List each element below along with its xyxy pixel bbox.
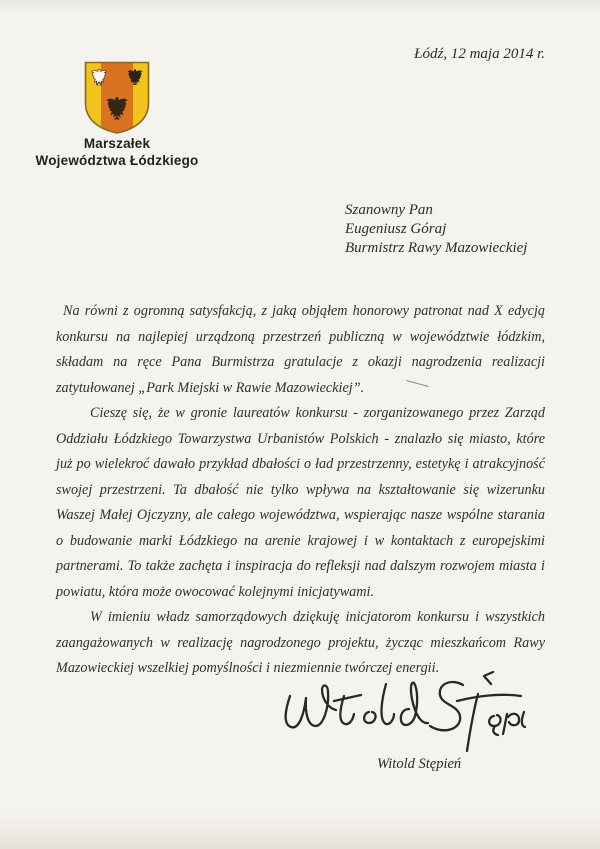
sender-title (16, 135, 218, 169)
handwritten-signature (281, 669, 533, 765)
typed-signature: Witold Stępień (377, 756, 462, 772)
paragraph-1: Na równi z ogromną satysfakcją, z jaką objąłem honorowy patronat nad X edycją konkursu na najlepiej urządzoną przestrzeń publiczną w województwie łódzkim, składam na ręce Pana Burmistrza gratulacje z okazji nagrodzenia realizacji zatytułowanej „Park Miejski w Rawie Mazowieckiej”. (56, 303, 545, 396)
paragraph-3: W imieniu władz samorządowych dziękuję inicjatorom konkursu i wszystkich zaangażowanych w realizację nagrodzonego projektu, życząc mieszkańcom Rawy Mazowieckiej wszelkiej pomyślności i niezmiennie twórczej energii. (56, 609, 545, 676)
recipient-salutation: Szanowny Pan (345, 202, 433, 218)
coat-of-arms-lodzkie-icon (82, 60, 152, 136)
paragraph-2: Cieszę się, że w gronie laureatów konkursu - zorganizowanego przez Zarząd Oddziału Łódzkiego Towarzystwa Urbanistów Polskich - znalazło się miasto, które już po wielekroć dawało przykład dbałości o ład przestrzenny, estetykę i atrakcyjność swojej przestrzeni. Ta dbałość nie tylko wpływa na kształtowanie się wizerunku Waszej Małej Ojczyzny, ale całego województwa, wspierając nasze wspólne starania o budowanie marki Łódzkiego na arenie krajowej i w kontaktach z europejskimi partnerami. To także zachęta i inspiracja do refleksji nad dalszym rozwojem miasta i powiatu, która może owocować kolejnymi inicjatywami. (56, 405, 545, 600)
recipient-name: Eugeniusz Góraj (345, 221, 447, 237)
recipient-title: Burmistrz Rawy Mazowieckiej (345, 240, 528, 256)
recipient-block (345, 201, 527, 258)
date-line: Łódź, 12 maja 2014 r. (414, 46, 545, 62)
sender-title-line1: Marszałek (83, 136, 151, 151)
sender-title-line2: Województwa Łódzkiego (35, 153, 199, 168)
letter-body (56, 299, 545, 682)
